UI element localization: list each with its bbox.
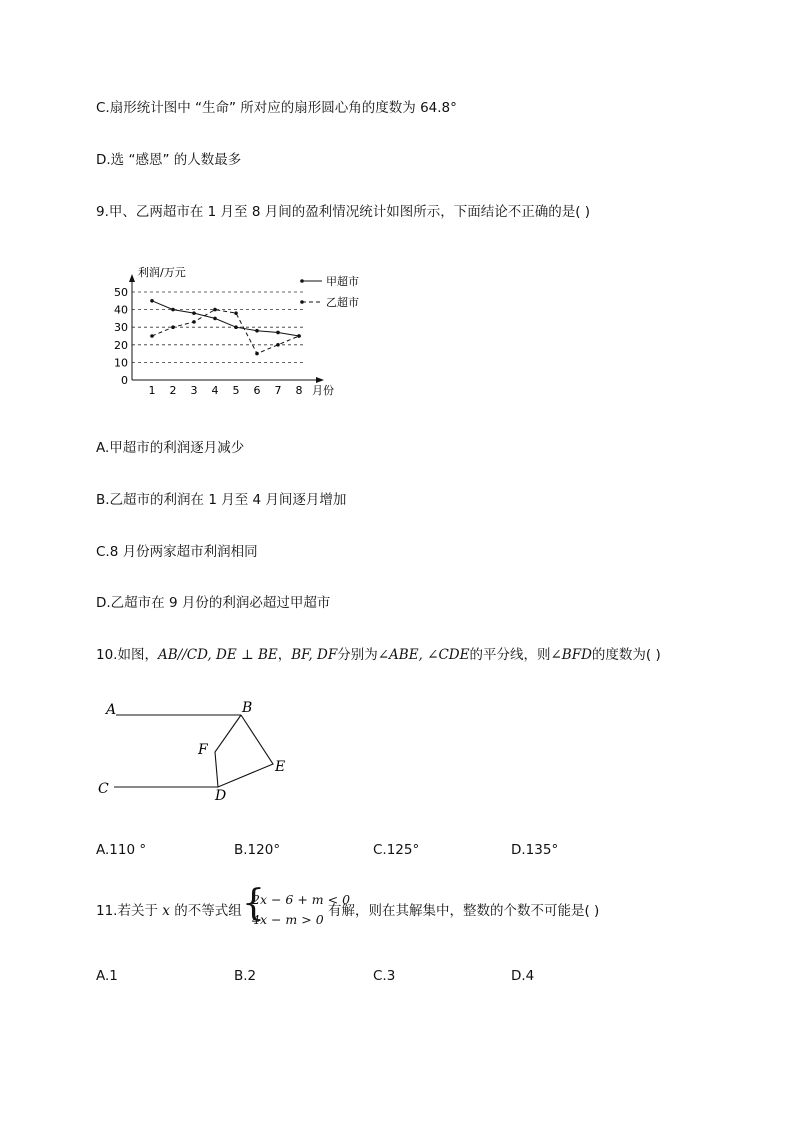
q10-stem-math-2: BF, DF — [291, 647, 338, 663]
legend-marker-2 — [300, 300, 304, 304]
x-tick-label: 7 — [274, 384, 282, 397]
y-tick-label: 50 — [114, 286, 128, 299]
q11-option-c: C.3 — [373, 968, 396, 984]
x-tick-label: 3 — [190, 384, 198, 397]
q10-geometry-figure — [96, 698, 306, 808]
q10-stem-math-3: ∠ABE, ∠CDE — [377, 647, 470, 663]
q11-option-b: B.2 — [234, 968, 257, 984]
chart-y-axis-label: 利润/万元 — [138, 266, 186, 279]
series-1-point — [234, 325, 238, 329]
label-a: A — [106, 702, 117, 718]
q10-stem-mid-2: 分别为 — [337, 647, 378, 663]
q11-option-d: D.4 — [511, 968, 535, 984]
q11-stem-mid: 的不等式组 — [174, 903, 242, 919]
series-1-point — [276, 331, 280, 335]
series-1-point — [171, 308, 175, 312]
series-2-point — [255, 352, 259, 356]
y-tick-label: 20 — [114, 338, 128, 352]
label-d: D — [215, 788, 227, 804]
x-tick-label: 4 — [211, 384, 219, 397]
q11-stem-start — [96, 902, 242, 920]
x-tick-label: 1 — [148, 384, 156, 397]
legend-label-2: 乙超市 — [326, 296, 359, 309]
legend-label-1: 甲超市 — [326, 275, 359, 288]
series-1-point — [150, 299, 154, 303]
chart-legend — [300, 274, 359, 309]
q11-option-a: A.1 — [96, 968, 118, 984]
q10-option-a: A.110 ° — [96, 842, 147, 858]
q9-stem: 9.甲、乙两超市在 1 月至 8 月间的盈利情况统计如图所示，下面结论不正确的是( ) — [96, 204, 591, 220]
x-tick-label: 5 — [232, 384, 240, 397]
series-2-point — [213, 308, 217, 312]
chart-x-axis-label: 月份 — [312, 384, 334, 397]
q10-stem-math-1: AB//CD, DE ⊥ BE — [157, 647, 278, 663]
x-axis-arrow — [316, 377, 324, 383]
q9-profit-chart — [100, 262, 360, 402]
q11-equation-1: 2x − 6 + m < 0 — [252, 892, 351, 907]
y-axis-arrow — [129, 274, 135, 282]
q9-option-c: C.8 月份两家超市利润相同 — [96, 544, 258, 560]
q10-stem-suffix: 的度数为( ) — [591, 647, 661, 663]
q11-variable: x — [162, 903, 170, 919]
q10-option-d: D.135° — [511, 842, 559, 858]
series-2-point — [192, 320, 196, 324]
y-tick-label: 30 — [114, 321, 128, 335]
q9-option-b: B.乙超市的利润在 1 月至 4 月间逐月增加 — [96, 492, 347, 508]
x-tick-label: 6 — [253, 384, 261, 397]
y-tick-label: 40 — [114, 303, 128, 317]
chart-axes — [114, 274, 324, 397]
quadrilateral-bfde — [215, 715, 273, 787]
series-2-point — [171, 325, 175, 329]
x-tick-label: 8 — [295, 384, 303, 397]
label-c: C — [98, 781, 109, 797]
legend-marker-1 — [300, 279, 304, 283]
x-tick-label: 2 — [169, 384, 177, 397]
q11-stem-suffix: 有解，则在其解集中，整数的个数不可能是( ) — [328, 903, 600, 919]
y-tick-label: 0 — [121, 374, 128, 387]
q9-option-a: A.甲超市的利润逐月减少 — [96, 440, 245, 456]
label-b: B — [242, 700, 253, 716]
series-2-point — [150, 334, 154, 338]
q10-option-c: C.125° — [373, 842, 420, 858]
q11-equation-2: 4x − m > 0 — [252, 912, 324, 927]
series-2-point — [234, 311, 238, 315]
series-1-point — [213, 317, 217, 321]
label-e: E — [275, 759, 286, 775]
q8-option-c: C.扇形统计图中 “生命” 所对应的扇形圆心角的度数为 64.8° — [96, 100, 457, 116]
series-line-1 — [152, 301, 299, 336]
series-2-point — [297, 334, 301, 338]
q11-stem-prefix: 11.若关于 — [96, 903, 158, 919]
q8-option-d: D.选 “感恩” 的人数最多 — [96, 152, 242, 168]
q10-stem-prefix: 10.如图， — [96, 647, 158, 663]
y-tick-label: 10 — [114, 356, 128, 370]
q10-stem-math-4: ∠BFD — [550, 647, 592, 663]
series-1-point — [255, 329, 259, 333]
series-2-point — [276, 343, 280, 347]
q9-option-d: D.乙超市在 9 月份的利润必超过甲超市 — [96, 595, 331, 611]
chart-grid — [132, 292, 305, 362]
q10-option-b: B.120° — [234, 842, 281, 858]
q10-stem — [96, 646, 661, 664]
q10-stem-mid-3: 的平分线，则 — [469, 647, 551, 663]
series-1-point — [192, 311, 196, 315]
label-f: F — [198, 742, 208, 758]
system-brace: { — [242, 883, 265, 924]
q10-stem-mid-1: ， — [277, 647, 292, 663]
